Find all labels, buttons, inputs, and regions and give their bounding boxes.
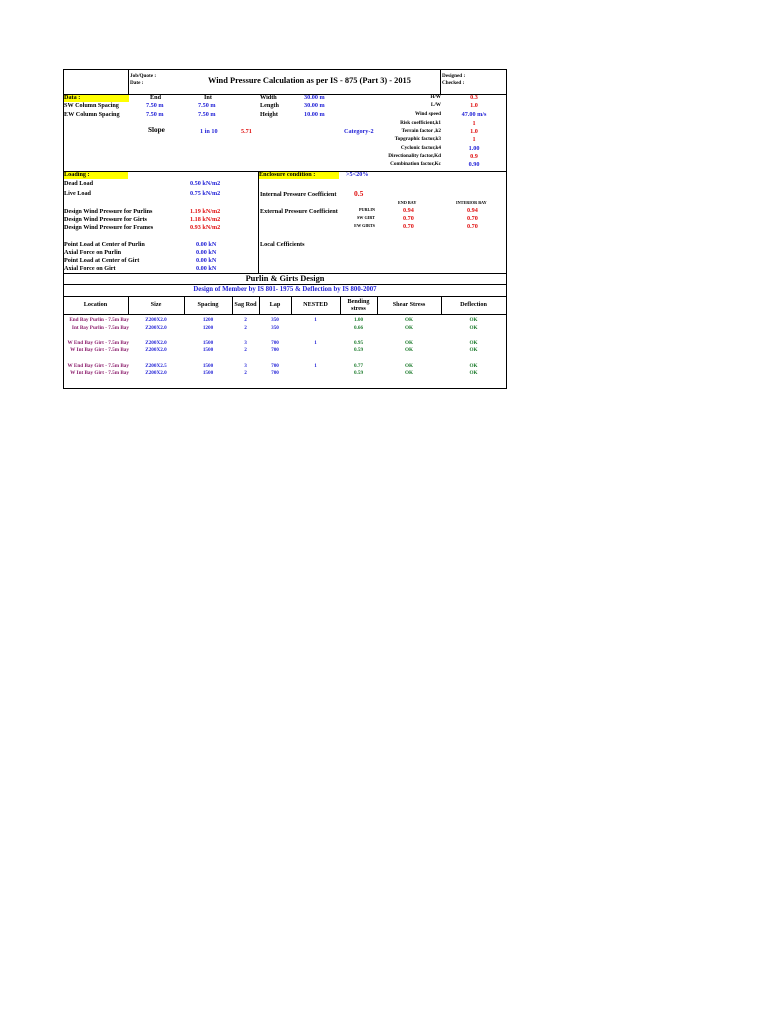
bending-stress-cell: 0.77 bbox=[353, 363, 364, 369]
length-value: 30.00 m bbox=[304, 102, 325, 109]
column-header: Deflection bbox=[460, 301, 487, 308]
interior-bay-header: INTERIOR BAY bbox=[456, 200, 487, 205]
date-label: Date : bbox=[130, 80, 144, 86]
sw-column-spacing-label: SW Column Spacing bbox=[64, 102, 119, 109]
parameter-value: 0.90 bbox=[468, 161, 480, 168]
section-title-bottom bbox=[63, 284, 507, 285]
parameter-label: Topgraphic factor,k3 bbox=[394, 136, 441, 142]
column-header: Bending stress bbox=[347, 298, 370, 313]
spacing-cell: 1500 bbox=[202, 347, 214, 353]
deflection-cell: OK bbox=[469, 325, 478, 331]
wind-purlins-value: 1.19 kN/m2 bbox=[190, 208, 221, 215]
parameter-value: 1.00 bbox=[468, 145, 480, 152]
end-bay-coefficient: 0.70 bbox=[403, 223, 414, 230]
column-header: Shear Stress bbox=[392, 301, 426, 308]
end-header: End bbox=[150, 94, 162, 101]
wind-girts-value: 1.18 kN/m2 bbox=[190, 216, 221, 223]
slope-ratio: 1 in 10 bbox=[200, 128, 218, 135]
live-load-value: 0.75 kN/m2 bbox=[190, 190, 221, 197]
slope-degrees: 5.71 bbox=[241, 128, 252, 135]
enclosure-value: >5<20% bbox=[346, 171, 369, 178]
deflection-cell: OK bbox=[469, 340, 478, 346]
coefficient-member-label: SW GIRT bbox=[356, 215, 375, 220]
internal-pressure-value: 0.5 bbox=[354, 189, 364, 198]
size-cell: Z200X2.5 bbox=[145, 363, 167, 369]
bending-stress-cell: 0.59 bbox=[353, 370, 364, 376]
parameter-label: Terrain factor ,k2 bbox=[401, 128, 441, 134]
location-cell: W End Bay Girt - 7.5m Bay bbox=[67, 340, 129, 346]
parameter-value: 1 bbox=[472, 136, 476, 143]
width-value: 30.00 m bbox=[304, 94, 325, 101]
point-load-purlin-label: Point Load at Center of Purlin bbox=[64, 241, 145, 248]
header-divider-2 bbox=[440, 69, 441, 94]
parameter-label: Combination factor,Kc bbox=[390, 161, 441, 167]
length-label: Length bbox=[260, 102, 279, 109]
slope-label: Slope bbox=[148, 126, 165, 134]
header-divider-1 bbox=[128, 69, 129, 94]
lap-cell: 350 bbox=[271, 317, 279, 323]
deflection-cell: OK bbox=[469, 317, 478, 323]
border-bottom bbox=[63, 388, 507, 389]
page-title: Wind Pressure Calculation as per IS - 875 (Part 3) - 2015 bbox=[208, 76, 411, 85]
spacing-cell: 1500 bbox=[202, 363, 214, 369]
parameter-label: Directionality factor,Kd bbox=[388, 153, 441, 159]
axial-girt-value: 0.00 kN bbox=[196, 265, 217, 272]
location-cell: W Int Bay Girt - 7.5m Bay bbox=[70, 370, 129, 376]
location-cell: Int Bay Purlin - 7.5m Bay bbox=[71, 325, 129, 331]
nested-cell: 1 bbox=[314, 363, 317, 369]
deflection-cell: OK bbox=[469, 347, 478, 353]
parameter-label: H/W bbox=[430, 94, 441, 100]
border-right bbox=[506, 69, 507, 389]
category-value: Category-2 bbox=[344, 128, 374, 135]
sag-rod-cell: 3 bbox=[244, 363, 247, 369]
column-header: Spacing bbox=[197, 301, 219, 308]
wind-purlins-label: Design Wind Pressure for Purlins bbox=[64, 208, 153, 215]
bending-stress-cell: 0.95 bbox=[353, 340, 364, 346]
dead-load-value: 0.50 kN/m2 bbox=[190, 180, 221, 187]
deflection-cell: OK bbox=[469, 363, 478, 369]
point-load-purlin-value: 0.00 kN bbox=[196, 241, 217, 248]
live-load-label: Live Load bbox=[64, 190, 91, 197]
lap-cell: 700 bbox=[271, 340, 279, 346]
bending-stress-cell: 1.00 bbox=[353, 317, 364, 323]
sag-rod-cell: 3 bbox=[244, 340, 247, 346]
dead-load-label: Dead Load bbox=[64, 180, 94, 187]
job-quote-label: Job/Quote : bbox=[130, 73, 157, 79]
lap-cell: 350 bbox=[271, 325, 279, 331]
interior-bay-coefficient: 0.70 bbox=[467, 223, 478, 230]
nested-cell: 1 bbox=[314, 340, 317, 346]
ew-int-value: 7.50 m bbox=[198, 111, 216, 118]
axial-purlin-label: Axial Force on Purlin bbox=[64, 249, 122, 256]
data-section-label: Data : bbox=[64, 95, 129, 102]
sw-int-value: 7.50 m bbox=[198, 102, 216, 109]
checked-label: Checked : bbox=[442, 80, 465, 86]
end-bay-coefficient: 0.94 bbox=[403, 207, 414, 214]
size-cell: Z200X2.0 bbox=[145, 370, 167, 376]
wind-frames-label: Design Wind Pressure for Frames bbox=[64, 224, 154, 231]
size-cell: Z200X2.0 bbox=[145, 347, 167, 353]
designed-label: Designed : bbox=[442, 73, 466, 79]
local-coefficients-label: Local Cefficients bbox=[260, 241, 305, 248]
sag-rod-cell: 2 bbox=[244, 370, 247, 376]
coefficient-member-label: PURLIN bbox=[358, 207, 375, 212]
location-cell: End Bay Purlin - 7.5m Bay bbox=[69, 317, 129, 323]
parameter-value: 0.3 bbox=[470, 94, 478, 101]
shear-stress-cell: OK bbox=[404, 370, 414, 376]
shear-stress-cell: OK bbox=[404, 317, 414, 323]
bending-stress-cell: 0.66 bbox=[353, 325, 364, 331]
parameter-value: 1.0 bbox=[470, 128, 478, 135]
ew-end-value: 7.50 m bbox=[146, 111, 164, 118]
loading-section-label: Loading : bbox=[64, 172, 128, 179]
lap-cell: 700 bbox=[271, 370, 279, 376]
sag-rod-cell: 2 bbox=[244, 325, 247, 331]
spacing-cell: 1500 bbox=[202, 340, 214, 346]
nested-cell: 1 bbox=[314, 317, 317, 323]
ew-column-spacing-label: EW Column Spacing bbox=[64, 111, 120, 118]
shear-stress-cell: OK bbox=[404, 363, 414, 369]
shear-stress-cell: OK bbox=[404, 340, 414, 346]
parameter-label: L/W bbox=[430, 102, 441, 108]
wind-frames-value: 0.93 kN/m2 bbox=[190, 224, 221, 231]
size-cell: Z200X2.0 bbox=[145, 325, 167, 331]
enclosure-label: Enclosure condition : bbox=[259, 172, 339, 179]
end-bay-header: END BAY bbox=[398, 200, 417, 205]
column-header: Size bbox=[150, 301, 162, 308]
parameter-value: 0.9 bbox=[470, 153, 478, 160]
point-load-girt-value: 0.00 kN bbox=[196, 257, 217, 264]
lap-cell: 700 bbox=[271, 347, 279, 353]
sw-end-value: 7.50 m bbox=[146, 102, 164, 109]
axial-girt-label: Axial Force on Girt bbox=[64, 265, 116, 272]
parameter-value: 1.0 bbox=[470, 102, 478, 109]
spacing-cell: 1200 bbox=[202, 317, 214, 323]
location-cell: W Int Bay Girt - 7.5m Bay bbox=[70, 347, 129, 353]
column-header: NESTED bbox=[303, 301, 328, 308]
location-cell: W End Bay Girt - 7.5m Bay bbox=[67, 363, 129, 369]
width-label: Width bbox=[260, 94, 277, 101]
end-bay-coefficient: 0.70 bbox=[403, 215, 414, 222]
purlin-girts-design-title: Purlin & Girts Design bbox=[245, 274, 325, 283]
column-header: Lap bbox=[269, 301, 281, 308]
parameter-value: 1 bbox=[472, 120, 476, 127]
size-cell: Z200X2.0 bbox=[145, 317, 167, 323]
loading-vdivider bbox=[258, 171, 259, 274]
colhead-bottom bbox=[63, 314, 507, 315]
column-header: Sag Rod bbox=[234, 301, 257, 308]
point-load-girt-label: Point Load at Center of Girt bbox=[64, 257, 140, 264]
spacing-cell: 1200 bbox=[202, 325, 214, 331]
parameter-label: Wind speed bbox=[415, 111, 441, 117]
interior-bay-coefficient: 0.94 bbox=[467, 207, 478, 214]
internal-pressure-label: Internal Pressure Coefficient bbox=[260, 191, 337, 198]
sag-rod-cell: 2 bbox=[244, 317, 247, 323]
coefficient-member-label: EW GIRTS bbox=[354, 223, 375, 228]
wind-girts-label: Design Wind Pressure for Girts bbox=[64, 216, 147, 223]
design-subtitle: Design of Member by IS 801- 1975 & Deflection by IS 800-2007 bbox=[193, 286, 377, 293]
sag-rod-cell: 2 bbox=[244, 347, 247, 353]
parameter-label: Risk coefficient,k1 bbox=[400, 120, 441, 126]
bending-stress-cell: 0.59 bbox=[353, 347, 364, 353]
parameter-label: Cyclonic factor,k4 bbox=[400, 145, 441, 151]
shear-stress-cell: OK bbox=[404, 325, 414, 331]
spacing-cell: 1500 bbox=[202, 370, 214, 376]
int-header: Int bbox=[204, 94, 212, 101]
parameter-value: 47.00 m/s bbox=[461, 111, 487, 118]
size-cell: Z200X2.0 bbox=[145, 340, 167, 346]
column-header: Location bbox=[83, 301, 108, 308]
height-value: 10.00 m bbox=[304, 111, 325, 118]
external-pressure-label: External Pressure Coefficient bbox=[260, 208, 338, 215]
interior-bay-coefficient: 0.70 bbox=[467, 215, 478, 222]
deflection-cell: OK bbox=[469, 370, 478, 376]
shear-stress-cell: OK bbox=[404, 347, 414, 353]
lap-cell: 700 bbox=[271, 363, 279, 369]
axial-purlin-value: 0.00 kN bbox=[196, 249, 217, 256]
height-label: Height bbox=[260, 111, 278, 118]
